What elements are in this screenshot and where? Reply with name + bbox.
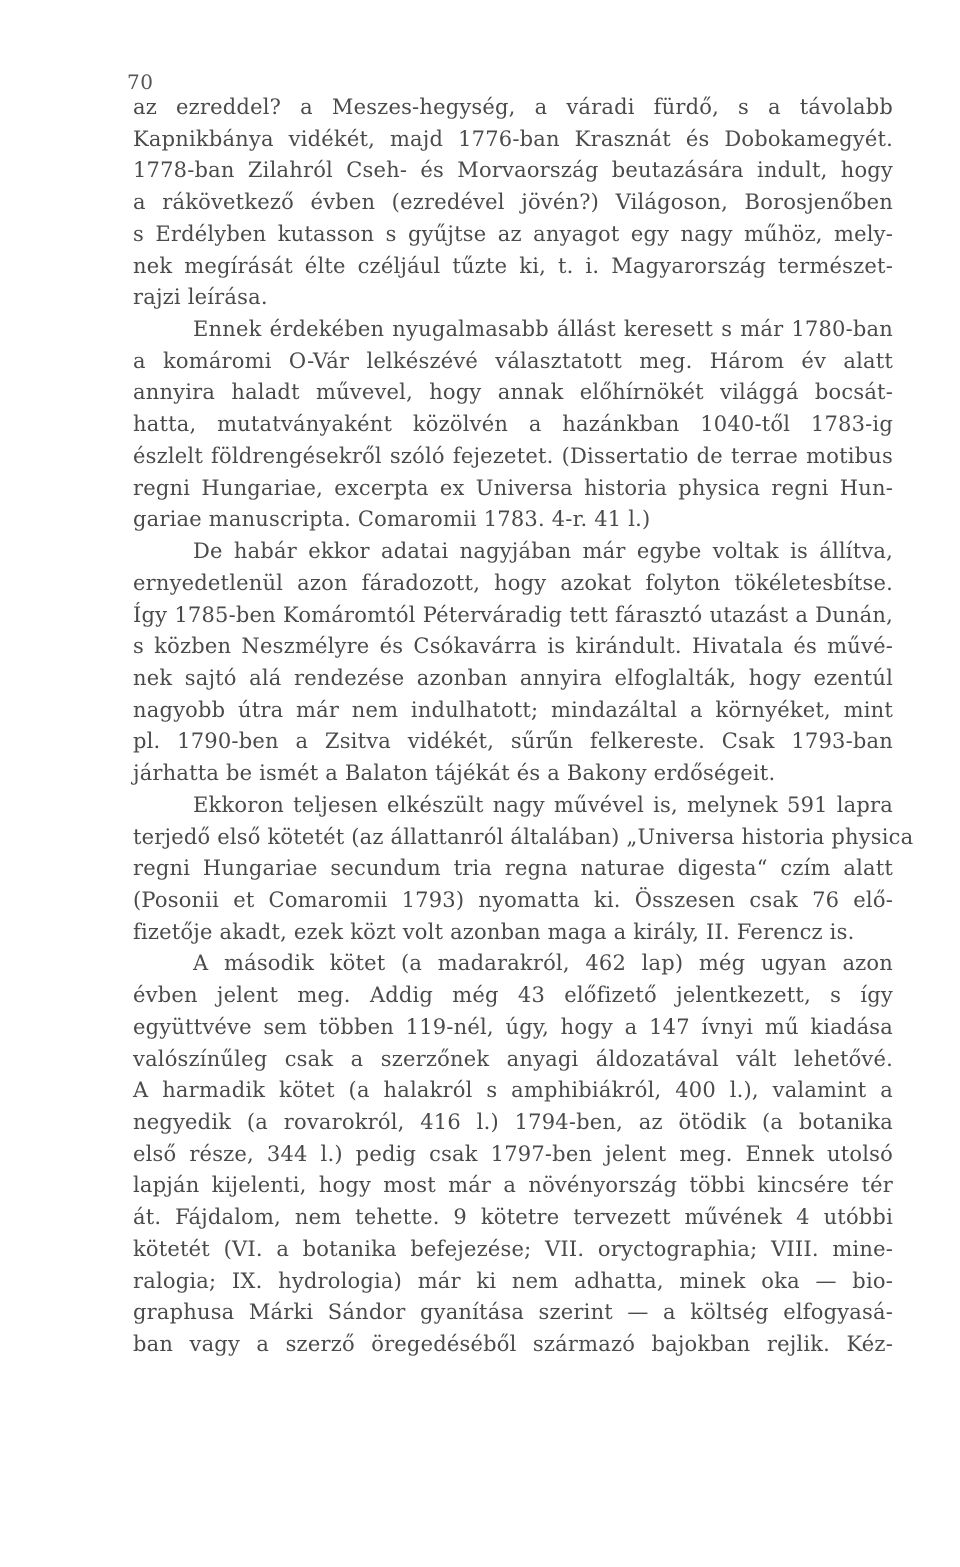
text-line: annyira haladt művevel, hogy annak előhírnökét világgá bocsát- [133, 380, 893, 405]
text-line: nek megírását élte czéljául tűzte ki, t. i. Magyarország természet- [133, 253, 893, 278]
text-line: kötetét (VI. a botanika befejezése; VII. oryctographia; VIII. mine- [133, 1236, 893, 1261]
text-line: regni Hungariae secundum tria regna naturae digesta“ czím alatt [133, 856, 893, 881]
text-line: Ekkoron teljesen elkészült nagy művével is, melynek 591 lapra [193, 792, 893, 817]
text-line: hatta, mutatványaként közölvén a hazánkban 1040-től 1783-ig [133, 412, 893, 437]
text-line: fizetője akadt, ezek közt volt azonban maga a király, II. Ferencz is. [133, 919, 855, 944]
text-line: terjedő első kötetét (az állattanról általában) „Universa historia physica [133, 824, 914, 849]
text-line: (Posonii et Comaromii 1793) nyomatta ki. Összesen csak 76 elő- [133, 887, 893, 912]
text-line: regni Hungariae, excerpta ex Universa historia physica regni Hun- [133, 475, 893, 500]
text-line: járhatta be ismét a Balaton tájékát és a Bakony erdőségeit. [133, 761, 776, 786]
body-text [133, 92, 914, 1361]
text-line: rajzi leírása. [133, 285, 268, 310]
text-line: első része, 344 l.) pedig csak 1797-ben jelent meg. Ennek utolsó [133, 1141, 893, 1166]
text-line: ernyedetlenül azon fáradozott, hogy azokat folyton tökéletesbítse. [133, 570, 893, 595]
text-line: nagyobb útra már nem indulhatott; mindazáltal a környéket, mint [133, 697, 893, 722]
text-line: az ezreddel? a Meszes-hegység, a váradi fürdő, s a távolabb [133, 95, 893, 119]
text-line: a rákövetkező évben (ezredével jövén?) Világoson, Borosjenőben [133, 190, 893, 215]
text-line: valószínűleg csak a szerzőnek anyagi áldozatával vált lehetővé. [133, 1046, 893, 1071]
text-line: gariae manuscripta. Comaromii 1783. 4-r. 41 l.) [133, 507, 651, 532]
text-line: s Erdélyben kutasson s gyűjtse az anyagot egy nagy műhöz, mely- [133, 221, 893, 246]
text-line: ralogia; IX. hydrologia) már ki nem adhatta, minek oka — bio- [133, 1268, 893, 1293]
text-line: A második kötet (a madarakról, 462 lap) még ugyan azon [193, 951, 893, 976]
text-line: észlelt földrengésekről szóló fejezetet. (Dissertatio de terrae motibus [133, 443, 893, 468]
text-line: lapján kijelenti, hogy most már a növényország többi kincsére tér [133, 1173, 893, 1198]
text-line: évben jelent meg. Addig még 43 előfizető jelentkezett, s így [133, 983, 893, 1008]
text-line: De habár ekkor adatai nagyjában már egybe voltak is állítva, [193, 539, 893, 564]
text-line: negyedik (a rovarokról, 416 l.) 1794-ben, az ötödik (a botanika [133, 1110, 893, 1134]
text-line: pl. 1790-ben a Zsitva vidékét, sűrűn felkereste. Csak 1793-ban [133, 729, 893, 754]
text-line: át. Fájdalom, nem tehette. 9 kötetre tervezett művének 4 utóbbi [133, 1205, 893, 1230]
text-line: s közben Neszmélyre és Csókavárra is kirándult. Hivatala és művé- [133, 634, 893, 659]
text-line: Így 1785-ben Komáromtól Péterváradig tett fárasztó utazást a Dunán, [133, 602, 893, 627]
text-line: nek sajtó alá rendezése azonban annyira elfoglalták, hogy ezentúl [133, 665, 893, 690]
text-line: graphusa Márki Sándor gyanítása szerint — a költség elfogyasá- [133, 1300, 893, 1325]
text-line: ban vagy a szerző öregedéséből származó bajokban rejlik. Kéz- [133, 1332, 893, 1357]
text-line: Ennek érdekében nyugalmasabb állást keresett s már 1780-ban [193, 317, 893, 342]
text-line: 1778-ban Zilahról Cseh- és Morvaország beutazására indult, hogy [133, 158, 893, 183]
text-line: együttvéve sem többen 119-nél, úgy, hogy a 147 ívnyi mű kiadása [133, 1014, 893, 1039]
text-line: Kapnikbánya vidékét, majd 1776-ban Krasznát és Dobokamegyét. [133, 126, 893, 151]
text-line: a komáromi O-Vár lelkészévé választatott meg. Három év alatt [133, 348, 893, 373]
page-number: 70 [127, 70, 154, 94]
text-line: A harmadik kötet (a halakról s amphibiákról, 400 l.), valamint a [133, 1078, 893, 1103]
